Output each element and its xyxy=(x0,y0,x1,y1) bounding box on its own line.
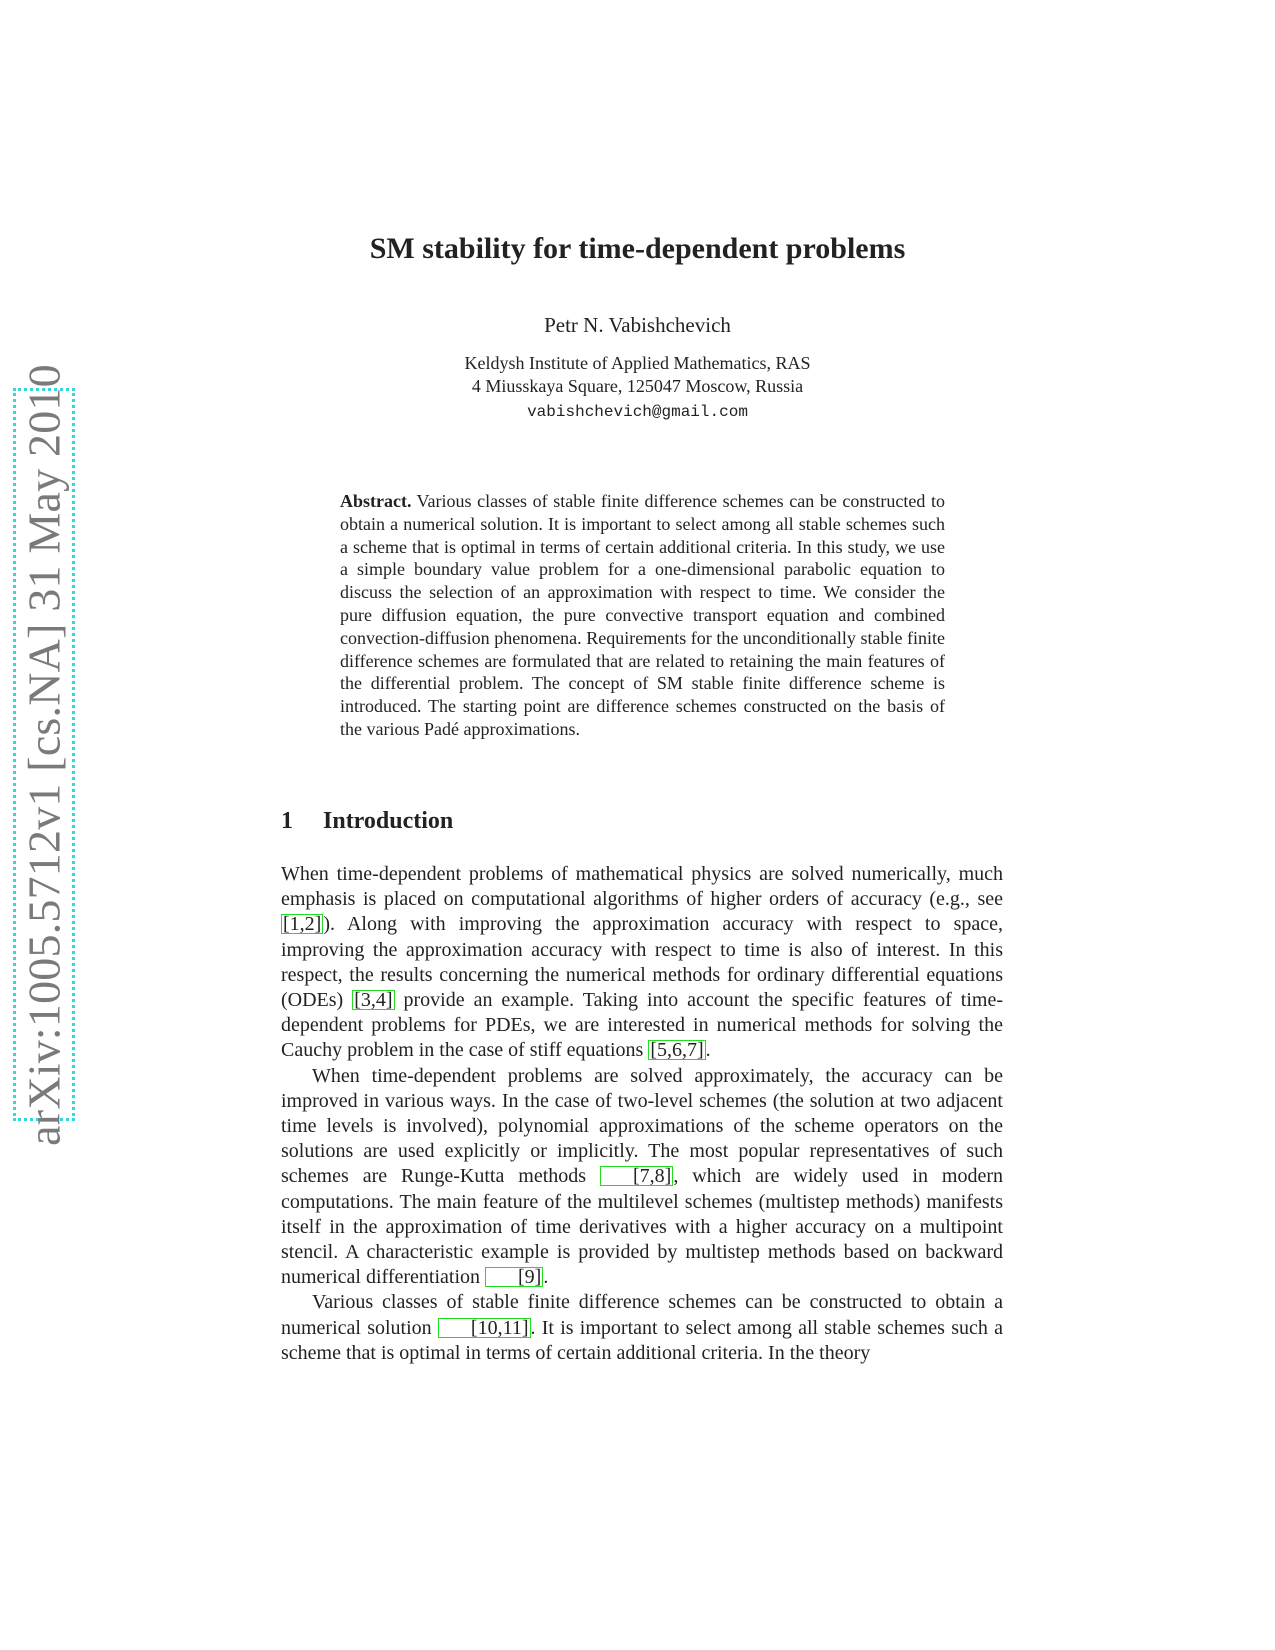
citation-link[interactable]: [9] xyxy=(485,1267,543,1287)
affiliation-institute: Keldysh Institute of Applied Mathematics, RAS xyxy=(464,353,811,373)
paragraph-text: When time-dependent problems of mathematical physics are solved numerically, much emphasis is placed on computational algorithms of higher orders of accuracy (e.g., see xyxy=(281,863,1003,911)
affiliation-email-line xyxy=(0,400,1275,421)
paragraph-2 xyxy=(281,1064,1003,1291)
citation-link[interactable]: [3,4] xyxy=(354,989,393,1012)
paragraph-text: . It is important to select among all stable schemes such a scheme that is optimal in terms of certain additional criteria. In the theory xyxy=(281,1316,1003,1364)
citation-link[interactable]: [7,8] xyxy=(600,1166,673,1186)
abstract xyxy=(340,490,945,741)
citation-link[interactable]: [1,2] xyxy=(283,913,322,936)
author-email[interactable]: vabishchevich@gmail.com xyxy=(527,403,748,421)
abstract-label: Abstract. xyxy=(340,491,412,511)
abstract-text: Various classes of stable finite difference schemes can be constructed to obtain a numerical solution. It is important to select among all stable schemes such a scheme that is optimal in terms of certain additional criteria. In this study, we use a simple boundary value problem for a one-dimensional parabolic equation to discuss the selection of an approximation with respect to time. We consider the pure diffusion equation, the pure convective transport equation and combined convection-diffusion phenomena. Requirements for the unconditionally stable finite difference schemes are formulated that are related to retaining the main features of the differential problem. The concept of SM stable finite difference scheme is introduced. The starting point are difference schemes constructed on the basis of the various Padé approximations. xyxy=(340,491,945,739)
citation-link[interactable]: [5,6,7] xyxy=(650,1039,704,1062)
paragraph-text: Various classes of stable finite difference schemes can be constructed to obtain a numerical solution xyxy=(281,1291,1003,1339)
paragraph-text: provide an example. Taking into account the specific features of time-dependent problems for PDEs, we are interested in numerical methods for solving the Cauchy problem in the case of stiff equations xyxy=(281,989,1003,1062)
paragraph-text: ). Along with improving the approximation accuracy with respect to space, improving the approximation accuracy with respect to time is also of interest. In this respect, the results concerning the numerical methods for ordinary differential equations (ODEs) xyxy=(281,913,1003,1012)
citation-link[interactable]: [10,11] xyxy=(438,1318,531,1338)
section-number: 1 xyxy=(281,808,293,834)
section-title: Introduction xyxy=(323,808,454,834)
author-name: Petr N. Vabishchevich xyxy=(544,313,731,337)
paragraph-text: When time-dependent problems are solved approximately, the accuracy can be improved in various ways. In the case of two-level schemes (the solution at two adjacent time levels is involved), polynomial approximations of the scheme operators on the solutions are used explicitly or implicitly. The most popular representatives of such schemes are Runge-Kutta methods xyxy=(281,1064,1003,1188)
paper-title: SM stability for time-dependent problems xyxy=(369,232,906,265)
paragraph-1 xyxy=(281,862,1003,1064)
introduction-body xyxy=(281,862,1003,1366)
affiliation-address: 4 Miusskaya Square, 125047 Moscow, Russia xyxy=(471,376,804,396)
arxiv-stamp xyxy=(13,363,75,1146)
section-heading xyxy=(281,808,453,835)
paragraph-text: , which are widely used in modern computations. The main feature of the multilevel schemes (multistep methods) manifests itself in the approximation of time derivatives with a higher accuracy on a multipoint stencil. A characteristic example is provided by multistep methods based on backward numerical differentiation xyxy=(281,1165,1003,1289)
arxiv-stamp-text: arXiv:1005.5712v1 [cs.NA] 31 May 2010 xyxy=(18,363,70,1146)
paragraph-text: . xyxy=(543,1266,549,1289)
paragraph-text: . xyxy=(705,1039,711,1062)
paragraph-3 xyxy=(281,1290,1003,1366)
